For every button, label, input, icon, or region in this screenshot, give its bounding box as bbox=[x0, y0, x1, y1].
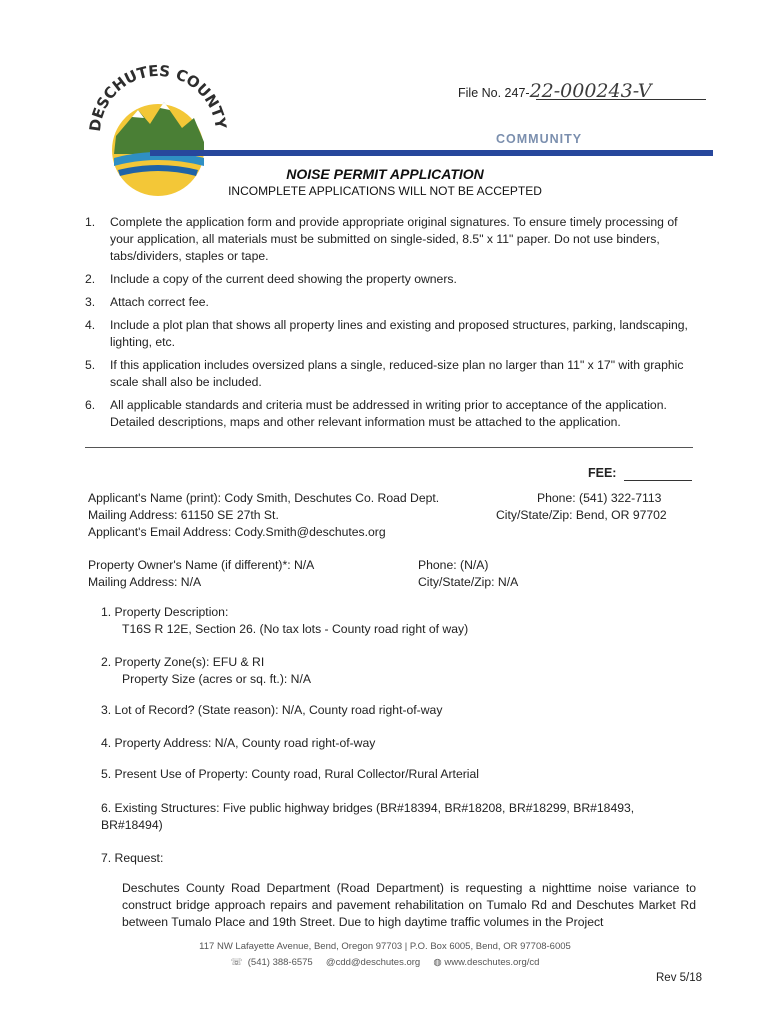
svg-text:DESCHUTES COUNTY: DESCHUTES COUNTY bbox=[85, 62, 230, 133]
applicant-name: Applicant's Name (print): Cody Smith, Deschutes Co. Road Dept. bbox=[88, 491, 440, 505]
instruction-item: 5. If this application includes oversized plans a single, reduced-size plan no larger than 11" x 17" with graphic scale shall also be included. bbox=[85, 358, 684, 389]
phone-icon: ☏ bbox=[230, 957, 243, 968]
footer-phone: (541) 388-6575 bbox=[247, 957, 313, 968]
footer-contacts bbox=[0, 955, 770, 971]
instruction-item: 2. Include a copy of the current deed showing the property owners. bbox=[85, 272, 457, 286]
page-subtitle: INCOMPLETE APPLICATIONS WILL NOT BE ACCEPTED bbox=[228, 184, 542, 198]
revision-label: Rev 5/18 bbox=[656, 972, 703, 984]
instruction-item: 6. All applicable standards and criteria must be addressed in writing prior to acceptance of the application. Detailed descriptions, maps and other relevant information must be attached to the application. bbox=[85, 398, 667, 429]
applicant-email: Applicant's Email Address: Cody.Smith@deschutes.org bbox=[88, 525, 386, 539]
page-title: NOISE PERMIT APPLICATION bbox=[286, 166, 484, 182]
present-use: 5. Present Use of Property: County road, Rural Collector/Rural Arterial bbox=[101, 767, 479, 781]
property-address: 4. Property Address: N/A, County road right-of-way bbox=[101, 736, 376, 750]
lot-of-record: 3. Lot of Record? (State reason): N/A, County road right-of-way bbox=[101, 703, 443, 717]
file-number-value: 22-000243-V bbox=[529, 80, 652, 102]
file-number-underline bbox=[536, 99, 706, 100]
header-divider bbox=[150, 150, 713, 156]
applicant-phone: Phone: (541) 322-7113 bbox=[537, 491, 662, 505]
instruction-item: 1. Complete the application form and provide appropriate original signatures. To ensure timely processing of your application, all materials must be submitted on single-sided, 8.5" x 11" paper. Do not use binders, tabs/dividers, staples or tape. bbox=[85, 215, 678, 263]
instruction-item: 3. Attach correct fee. bbox=[85, 295, 209, 309]
web-icon: ◍ bbox=[433, 957, 442, 968]
property-description-value: T16S R 12E, Section 26. (No tax lots - County road right of way) bbox=[122, 622, 469, 636]
request-text: Deschutes County Road Department (Road Department) is requesting a nighttime noise variance to construct bridge approach repairs and pavement rehabilitation on Tumalo Rd and Deschutes Market Rd between Tumalo Place and 19th Street. Due to high daytime traffic volumes in the Project bbox=[122, 881, 696, 929]
applicant-city-state-zip: City/State/Zip: Bend, OR 97702 bbox=[496, 508, 667, 522]
owner-name: Property Owner's Name (if different)*: N/A bbox=[88, 558, 315, 572]
property-description-label: 1. Property Description: bbox=[101, 605, 229, 619]
department-name: COMMUNITY bbox=[496, 132, 583, 146]
existing-structures: 6. Existing Structures: Five public highway bridges (BR#18394, BR#18208, BR#18299, BR#18493, BR#18494) bbox=[101, 801, 635, 832]
email-icon: @ bbox=[325, 957, 336, 968]
footer-email: cdd@deschutes.org bbox=[335, 957, 421, 968]
footer bbox=[0, 939, 770, 971]
footer-address: 117 NW Lafayette Avenue, Bend, Oregon 97703 | P.O. Box 6005, Bend, OR 97708-6005 bbox=[199, 941, 571, 952]
owner-city-state-zip: City/State/Zip: N/A bbox=[418, 575, 519, 589]
footer-website: www.deschutes.org/cd bbox=[444, 957, 540, 968]
instructions-list bbox=[85, 214, 697, 437]
request-label: 7. Request: bbox=[101, 851, 164, 865]
file-number-label: File No. 247- bbox=[458, 86, 530, 100]
property-size: Property Size (acres or sq. ft.): N/A bbox=[122, 672, 311, 686]
applicant-mailing-address: Mailing Address: 61150 SE 27th St. bbox=[88, 508, 279, 522]
fee-label: FEE: bbox=[588, 466, 617, 480]
owner-mailing-address: Mailing Address: N/A bbox=[88, 575, 202, 589]
section-divider bbox=[85, 447, 693, 448]
owner-phone: Phone: (N/A) bbox=[418, 558, 489, 572]
instruction-item: 4. Include a plot plan that shows all property lines and existing and proposed structures, parking, landscaping, lighting, etc. bbox=[85, 318, 688, 349]
property-zones: 2. Property Zone(s): EFU & RI bbox=[101, 655, 265, 669]
fee-field[interactable] bbox=[624, 480, 692, 481]
